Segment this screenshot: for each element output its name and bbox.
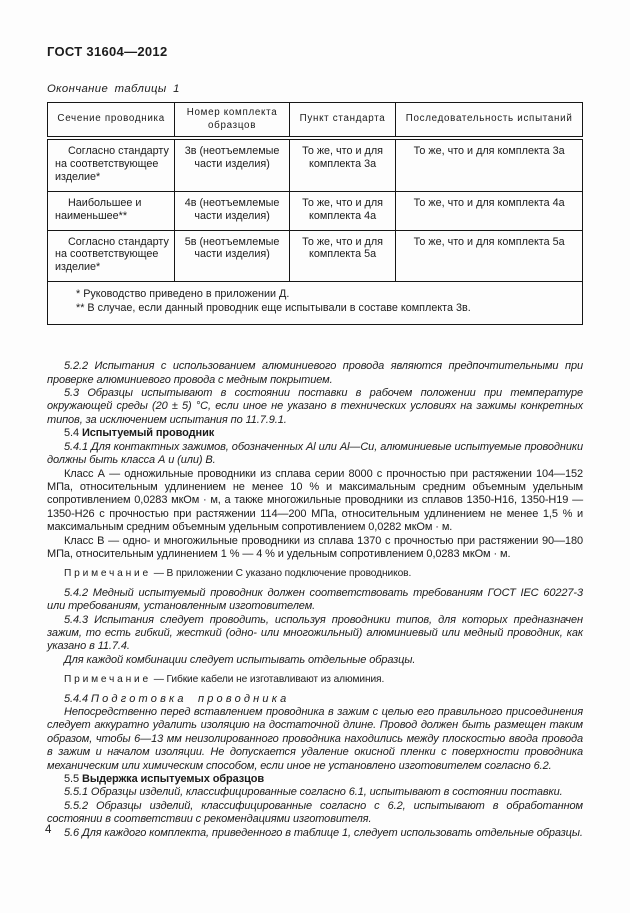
heading-5-5 [47, 773, 583, 786]
body-text [47, 360, 583, 840]
table-row [48, 230, 583, 282]
heading-5-4-4 [47, 693, 583, 706]
table-footnote-1: * Руководство приведено в приложении Д. [76, 288, 290, 301]
table-1 [47, 102, 583, 325]
paragraph-5-5-2: 5.5.2 Образцы изделий, классифицированные согласно с 6.2, испытывают в обработанном состоянии в соответствии с рекомендациями изготовителя. [47, 799, 583, 826]
table-caption: Окончание таблицы 1 [47, 83, 180, 95]
note-1 [47, 567, 583, 580]
cell-standard-clause: То же, что и для комплекта 3а [289, 138, 395, 191]
heading-number: 5.4.4 [64, 692, 88, 705]
heading-label: Подготовка проводника [90, 692, 290, 705]
heading-5-4 [47, 427, 583, 440]
table-footnotes-cell [48, 282, 583, 325]
heading-number: 5.4 [64, 427, 79, 440]
paragraph-preparation: Непосредственно перед вставлением проводника в зажим с целью его правильного присоединения следует аккуратно удалить изоляцию на достаточной длине. Провод должен быть размещен таким образом, чтобы 6—13 мм неизолированного проводника находились между плоскостью ввода провода в зажим и началом изоляции. Не допускается удаление окисной пленки с поверхности проводника механическим или химическим способом, если иное не установлено изготовителем согласно 6.2. [47, 706, 583, 772]
cell-test-sequence: То же, что и для комплекта 5а [396, 230, 583, 282]
table-footnote-2: ** В случае, если данный проводник еще испытывали в составе комплекта 3в. [76, 301, 471, 314]
table-header-row [48, 103, 583, 139]
table-row [48, 138, 583, 191]
note-prefix: Примечание [64, 674, 151, 686]
cell-standard-clause: То же, что и для комплекта 5а [289, 230, 395, 282]
cell-kit-number: 3в (неотъемлемые части изделия) [175, 138, 289, 191]
paragraph-5-4-2: 5.4.2 Медный испытуемый проводник должен соответствовать требованиям ГОСТ IEC 60227-3 или требованиям, установленным изготовителем. [47, 586, 583, 613]
heading-label: Выдержка испытуемых образцов [81, 773, 265, 786]
cell-test-sequence: То же, что и для комплекта 4а [396, 191, 583, 230]
paragraph-5-4-3: 5.4.3 Испытания следует проводить, используя проводники типов, для которых предназначен зажим, то есть гибкий, жесткий (одно- или многожильный) алюминиевый или медный проводник, как указано в 11.7.4. [47, 613, 583, 653]
paragraph-5-4-1: 5.4.1 Для контактных зажимов, обозначенных Al или Al—Cu, алюминиевые испытуемые проводники должны быть класса А и (или) В. [47, 440, 583, 467]
cell-kit-number: 5в (неотъемлемые части изделия) [175, 230, 289, 282]
cell-kit-number: 4в (неотъемлемые части изделия) [175, 191, 289, 230]
column-header-standard-clause: Пункт стандарта [289, 103, 395, 139]
page-number: 4 [45, 824, 52, 836]
cell-section: Согласно стандарту на соответствующее изделие* [48, 230, 175, 282]
cell-standard-clause: То же, что и для комплекта 4а [289, 191, 395, 230]
note-prefix: Примечание [64, 568, 151, 580]
cell-section: Наибольшее и наименьшее** [48, 191, 175, 230]
table-footnote-row [48, 282, 583, 325]
column-header-test-sequence: Последовательность испытаний [396, 103, 583, 139]
cell-test-sequence: То же, что и для комплекта 3а [396, 138, 583, 191]
paragraph-5-3: 5.3 Образцы испытывают в состоянии поставки в рабочем положении при температуре окружающей среды (20 ± 5) °С, если иное не указано в технических условиях на зажимы конкретных типов, за исключением испытания по 11.7.9.1. [47, 387, 583, 426]
paragraph-class-a: Класс А — одножильные проводники из сплава серии 8000 с прочностью при растяжении 104—152 МПа, относительным удлинением не менее 10 % и максимальным средним объемным удельным сопротивлением 0,0283 мкОм · м, а также многожильные проводники из сплавов 1350-Н16, 1350-Н19 — 1350-Н26 с прочностью при растяжении 114—200 МПа, относительным удлинением не менее 1,5 % и максимальным средним объемным удельным сопротивлением 0,0282 мкОм · м. [47, 467, 583, 534]
document-code: ГОСТ 31604—2012 [47, 44, 168, 59]
table-row [48, 191, 583, 230]
paragraph-5-2-2: 5.2.2 Испытания с использованием алюминиевого провода являются предпочтительными при проверке алюминиевого провода с медным покрытием. [47, 360, 583, 386]
column-header-section: Сечение проводника [48, 103, 175, 139]
paragraph-5-5-1: 5.5.1 Образцы изделий, классифицированные согласно 6.1, испытывают в состоянии поставки. [64, 786, 563, 799]
paragraph-5-6: 5.6 Для каждого комплекта, приведенного в таблице 1, следует использовать отдельные образцы. [64, 826, 583, 839]
column-header-kit-number: Номер комплекта образцов [175, 103, 289, 139]
heading-number: 5.5 [64, 773, 79, 786]
heading-label: Испытуемый проводник [81, 427, 215, 440]
note-2 [47, 673, 583, 686]
note-text: — В приложении С указано подключение проводников. [153, 568, 412, 580]
paragraph-class-b: Класс В — одно- и многожильные проводники из сплава 1370 с прочностью при растяжении 90—180 МПа, относительным удлинением 1 % — 4 % и удельным сопротивлением 0,0283 мкОм · м. [47, 534, 583, 560]
cell-section: Согласно стандарту на соответствующее изделие* [48, 138, 175, 191]
paragraph-combination: Для каждой комбинации следует испытывать отдельные образцы. [64, 653, 416, 666]
note-text: — Гибкие кабели не изготавливают из алюминия. [153, 674, 385, 686]
